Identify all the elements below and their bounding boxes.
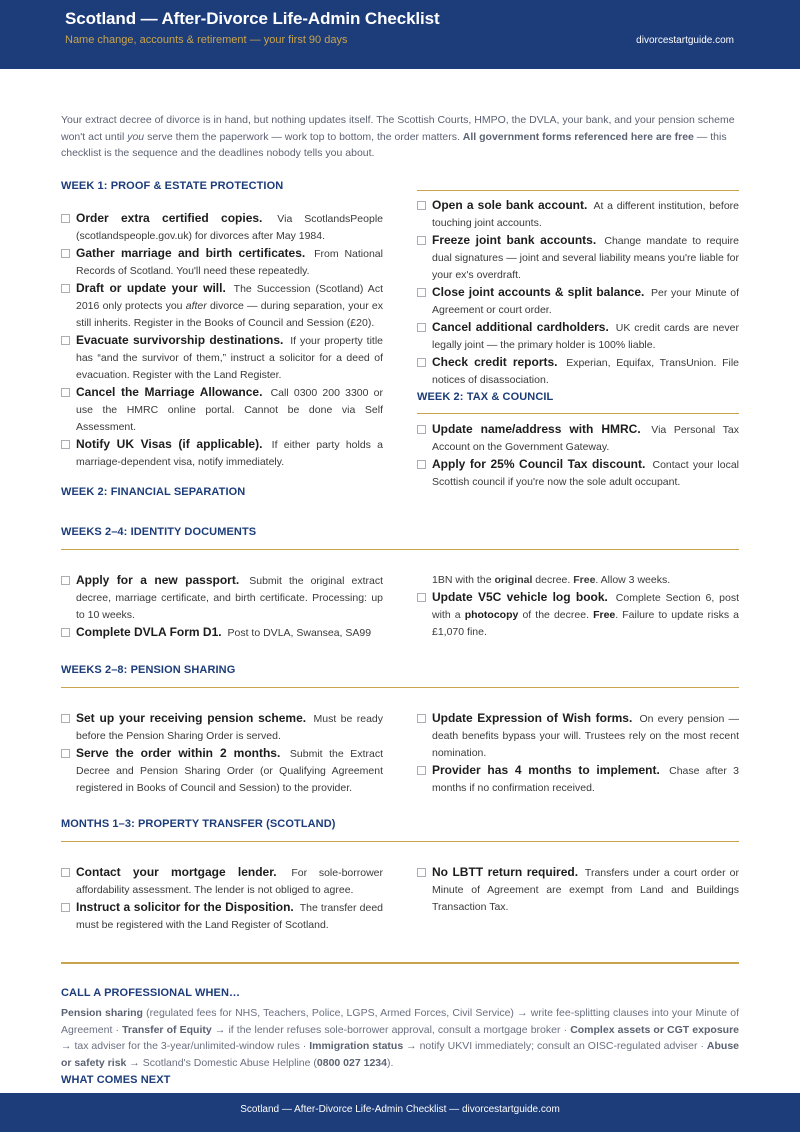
section-divider <box>417 190 739 191</box>
section-heading-week2-financial: WEEK 2: FINANCIAL SEPARATION <box>61 486 246 498</box>
helpline-number: 0800 027 1234 <box>316 1056 387 1069</box>
item-lead: Instruct a solicitor for the Disposition. <box>76 900 294 914</box>
cont-c: decree. <box>532 574 574 586</box>
item-lead: Check credit reports. <box>432 355 558 369</box>
checklist-item[interactable] <box>61 245 383 280</box>
cont-d: . Allow 3 weeks. <box>595 574 671 586</box>
item-body: From National Records of Scotland. You'll need these repeatedly. <box>76 248 383 277</box>
checkbox-icon[interactable] <box>61 284 70 293</box>
pro-text: ). <box>386 1056 394 1069</box>
checkbox-icon[interactable] <box>417 460 426 469</box>
item-body-bold-2: Free <box>593 609 616 621</box>
item-lead: Order extra certified copies. <box>76 211 263 225</box>
checklist-item[interactable] <box>61 710 383 745</box>
item-lead: Notify UK Visas (if applicable). <box>76 437 263 451</box>
checkbox-icon[interactable] <box>61 903 70 912</box>
intro-text-3: — this checklist is the sequence and the deadlines nobody tells you about. <box>61 130 727 159</box>
section-divider <box>61 841 739 842</box>
item-lead: Contact your mortgage lender. <box>76 865 277 879</box>
item-body: Via Personal Tax Account on the Government Gateway. <box>432 424 739 453</box>
checklist-item[interactable] <box>417 864 739 916</box>
item-lead: Open a sole bank account. <box>432 198 588 212</box>
checklist-item[interactable] <box>61 899 383 934</box>
checklist-item[interactable] <box>61 384 383 436</box>
intro-bold: All government forms referenced here are free <box>462 130 694 143</box>
pro-text: → tax adviser for the 3-year/unlimited-window rules · <box>61 1040 310 1052</box>
checkbox-icon[interactable] <box>417 593 426 602</box>
section-divider <box>417 413 739 414</box>
item-body: At a different institution, before touching joint accounts. <box>432 200 740 229</box>
item-body: Per your Minute of Agreement or court order. <box>432 287 739 316</box>
item-lead: Update V5C vehicle log book. <box>432 590 608 604</box>
checkbox-icon[interactable] <box>61 440 70 449</box>
checklist-item[interactable] <box>417 710 739 762</box>
pro-key: Pension sharing <box>61 1007 143 1019</box>
section-heading-professional: CALL A PROFESSIONAL WHEN… <box>61 987 241 999</box>
item-body: Submit the Extract Decree and Pension Sharing Order (or Qualifying Agreement registered in Books of Council and Session) to the provider. <box>76 748 383 794</box>
checklist-item[interactable] <box>417 762 739 797</box>
checkbox-icon[interactable] <box>417 868 426 877</box>
cont-a: 1BN with the <box>432 574 495 586</box>
section-divider <box>61 687 739 688</box>
checkbox-icon[interactable] <box>417 425 426 434</box>
section-heading-identity: WEEKS 2–4: IDENTITY DOCUMENTS <box>61 526 257 538</box>
item-body-bold-1: photocopy <box>464 609 519 621</box>
item-body-b: divorce — during separation, your ex still inherits. Register in the Books of Council and Session (£20). <box>76 300 383 329</box>
intro-paragraph <box>61 112 739 162</box>
property-right-column <box>417 864 739 916</box>
intro-text-2: serve them the paperwork — work top to bottom, the order matters. <box>144 130 463 143</box>
item-body: If either party holds a marriage-dependent visa, notify immediately. <box>76 439 383 468</box>
item-lead: Draft or update your will. <box>76 281 226 295</box>
item-body-d: . Failure to update risks a £1,070 fine. <box>432 609 739 638</box>
pro-text: → notify UKVI immediately; consult an OISC-regulated adviser · <box>403 1040 707 1052</box>
item-body: On every pension — death benefits bypass your will. Trustees rely on the most recent nomination. <box>432 713 740 759</box>
checklist-item[interactable] <box>417 589 739 641</box>
page-footer: Scotland — After-Divorce Life-Admin Checklist — divorcestartguide.com <box>0 1093 800 1132</box>
checklist-item[interactable] <box>417 456 739 491</box>
checklist-item[interactable] <box>61 624 383 642</box>
item-body-em: after <box>185 300 207 312</box>
pension-left-column <box>61 710 383 797</box>
checkbox-icon[interactable] <box>417 201 426 210</box>
checkbox-icon[interactable] <box>61 214 70 223</box>
section-heading-next: WHAT COMES NEXT <box>61 1074 171 1086</box>
professional-paragraph <box>61 1005 739 1071</box>
item-body-a: The Succession (Scotland) Act 2016 only protects you <box>76 283 383 312</box>
item-lead: Close joint accounts & split balance. <box>432 285 645 299</box>
pension-right-column <box>417 710 739 797</box>
pro-text: → if the lender refuses sole-borrower approval, consult a mortgage broker · <box>211 1023 571 1036</box>
checklist-item[interactable] <box>417 354 739 389</box>
checklist-item[interactable] <box>417 232 739 284</box>
continued-text <box>417 572 739 589</box>
pro-key: Immigration status <box>309 1040 404 1052</box>
checkbox-icon[interactable] <box>417 236 426 245</box>
checkbox-icon[interactable] <box>417 714 426 723</box>
checkbox-icon[interactable] <box>61 388 70 397</box>
item-body: For sole-borrower affordability assessment. The lender is not obliged to agree. <box>76 867 384 896</box>
checklist-item[interactable] <box>61 745 383 797</box>
item-lead: Freeze joint bank accounts. <box>432 233 597 247</box>
checklist-item[interactable] <box>61 436 383 471</box>
item-body: The transfer deed must be registered with the Land Register of Scotland. <box>76 902 384 931</box>
pro-key: Transfer of Equity <box>122 1023 212 1036</box>
checkbox-icon[interactable] <box>417 323 426 332</box>
section-heading-property: MONTHS 1–3: PROPERTY TRANSFER (SCOTLAND) <box>61 818 336 830</box>
item-body: UK credit cards are never legally joint — the primary holder is 100% liable. <box>432 322 739 351</box>
checkbox-icon[interactable] <box>61 749 70 758</box>
checkbox-icon[interactable] <box>61 714 70 723</box>
checkbox-icon[interactable] <box>417 288 426 297</box>
item-body: Via ScotlandsPeople (scotlandspeople.gov.uk) for divorces after May 1984. <box>76 213 383 242</box>
cont-bold-1: original <box>494 574 533 586</box>
section-divider <box>61 962 739 964</box>
week1-column <box>61 210 383 471</box>
identity-right-column <box>417 572 739 641</box>
item-lead: Update Expression of Wish forms. <box>432 711 633 725</box>
item-lead: Update name/address with HMRC. <box>432 422 641 436</box>
cont-bold-2: Free <box>573 574 596 586</box>
item-body-c: of the decree. <box>518 609 594 621</box>
pro-key: Abuse or safety risk <box>61 1040 739 1069</box>
page-subtitle: Name change, accounts & retirement — your first 90 days <box>65 34 348 46</box>
section-divider <box>61 549 739 550</box>
item-body: Contact your local Scottish council if you're now the sole adult occupant. <box>432 459 739 488</box>
item-body: Transfers under a court order or Minute of Agreement are exempt from Land and Buildings Transaction Tax. <box>432 867 739 913</box>
item-lead: Gather marriage and birth certificates. <box>76 246 306 260</box>
item-body: Post to DVLA, Swansea, SA99 <box>227 627 372 639</box>
pro-text: → Scotland's Domestic Abuse Helpline ( <box>126 1056 317 1069</box>
item-lead: Provider has 4 months to implement. <box>432 763 660 777</box>
item-lead: Evacuate survivorship destinations. <box>76 333 284 347</box>
checkbox-icon[interactable] <box>417 358 426 367</box>
item-body: Call 0300 200 3300 or use the HMRC online portal. Cannot be done via Self Assessment. <box>76 387 383 433</box>
item-lead: Cancel additional cardholders. <box>432 320 609 334</box>
checklist-item[interactable] <box>417 421 739 456</box>
page-header <box>0 0 800 69</box>
page-title: Scotland — After-Divorce Life-Admin Checklist <box>65 9 440 28</box>
checkbox-icon[interactable] <box>417 766 426 775</box>
pro-key: Complex assets or CGT exposure <box>570 1023 739 1036</box>
tax-column <box>417 421 739 491</box>
section-heading-pension: WEEKS 2–8: PENSION SHARING <box>61 664 236 676</box>
checklist-item[interactable] <box>61 332 383 384</box>
checklist-item[interactable] <box>61 210 383 245</box>
item-lead: Set up your receiving pension scheme. <box>76 711 307 725</box>
checkbox-icon[interactable] <box>61 576 70 585</box>
item-body: Must be ready before the Pension Sharing Order is served. <box>76 713 383 742</box>
checklist-item[interactable] <box>417 197 739 232</box>
section-heading-week1: WEEK 1: PROOF & ESTATE PROTECTION <box>61 180 284 192</box>
intro-emphasis: you <box>127 130 145 143</box>
item-lead: Serve the order within 2 months. <box>76 746 281 760</box>
checklist-item[interactable] <box>61 280 383 332</box>
section-heading-week2-tax: WEEK 2: TAX & COUNCIL <box>417 391 554 403</box>
item-body: Chase after 3 months if no confirmation received. <box>432 765 739 794</box>
item-lead: Complete DVLA Form D1. <box>76 625 222 639</box>
item-body: Experian, Equifax, TransUnion. File notices of disassociation. <box>432 357 740 386</box>
item-body: Change mandate to require dual signatures — joint and several liability means you're liable for your ex's overdraft. <box>432 235 739 281</box>
financial-column <box>417 197 739 389</box>
item-lead: Apply for 25% Council Tax discount. <box>432 457 646 471</box>
item-body: Submit the original extract decree, marriage certificate, and birth certificate. Processing: up to 10 weeks. <box>76 575 383 621</box>
item-lead: Cancel the Marriage Allowance. <box>76 385 263 399</box>
site-name: divorcestartguide.com <box>636 35 734 46</box>
checkbox-icon[interactable] <box>61 249 70 258</box>
identity-left-column <box>61 572 383 642</box>
checkbox-icon[interactable] <box>61 336 70 345</box>
checklist-item[interactable] <box>61 572 383 624</box>
intro-text-1: Your extract decree of divorce is in hand, but nothing updates itself. The Scottish Courts, HMPO, the DVLA, your bank, and your pension scheme won't act until <box>61 114 735 143</box>
item-lead: Apply for a new passport. <box>76 573 240 587</box>
checklist-item[interactable] <box>417 319 739 354</box>
item-lead: No LBTT return required. <box>432 865 579 879</box>
checklist-item[interactable] <box>417 284 739 319</box>
property-left-column <box>61 864 383 934</box>
item-body: If your property title has “and the survivor of them,” instruct a solicitor for a deed of evacuation. Register with the Land Register. <box>76 335 384 381</box>
pro-text: (regulated fees for NHS, Teachers, Police, LGPS, Armed Forces, Civil Service) → write fee-splitting clauses into your Minute of Agreement · <box>61 1007 739 1036</box>
checklist-item[interactable] <box>61 864 383 899</box>
item-body-a: Complete Section 6, post with a <box>432 592 739 621</box>
checkbox-icon[interactable] <box>61 628 70 637</box>
checkbox-icon[interactable] <box>61 868 70 877</box>
